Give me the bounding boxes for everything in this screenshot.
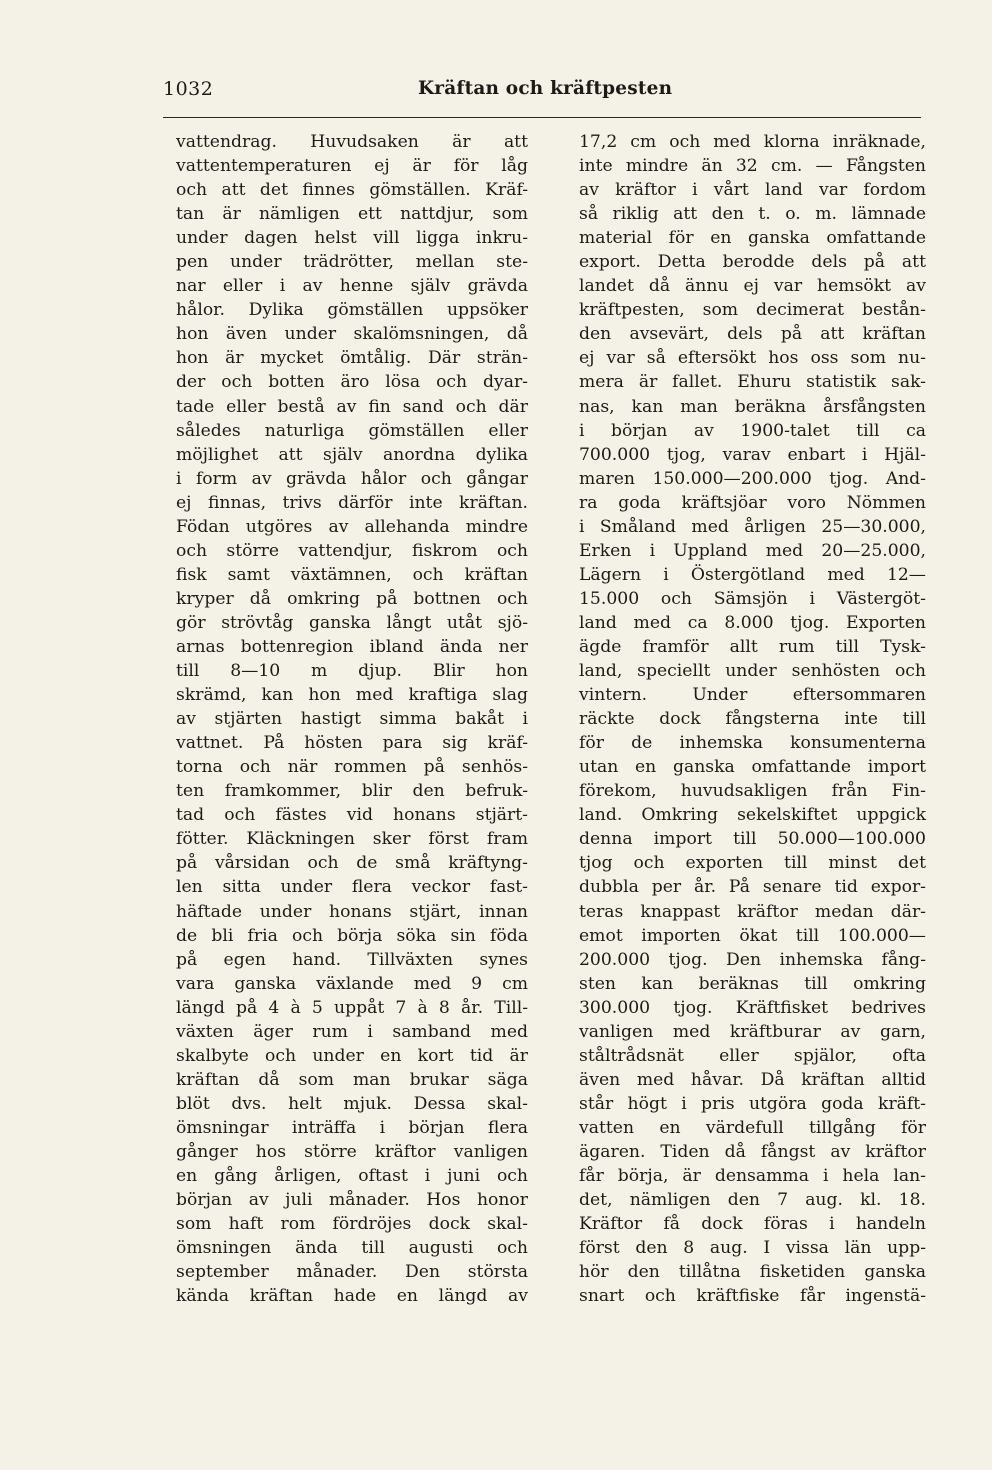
text-line: hör den tillåtna fisketiden ganska	[579, 1262, 926, 1283]
text-line: i Småland med årligen 25—30.000,	[579, 516, 926, 537]
text-line: skalbyte och under en kort tid är	[176, 1045, 528, 1066]
text-line: len sitta under flera veckor fast-	[176, 877, 528, 898]
text-line: ra goda kräftsjöar voro Nömmen	[579, 492, 926, 513]
text-line: Födan utgöres av allehanda mindre	[176, 516, 528, 537]
text-line: räckte dock fångsterna inte till	[579, 709, 926, 730]
text-line: vattnet. På hösten para sig kräf-	[176, 733, 528, 754]
text-line: 300.000 tjog. Kräftfisket bedrives	[579, 997, 926, 1018]
text-line: fisk samt växtämnen, och kräftan	[176, 564, 528, 585]
text-line: vattentemperaturen ej är för låg	[176, 156, 528, 177]
text-line: kräftpesten, som decimerat bestån-	[579, 300, 926, 321]
text-line: ömsningar inträffa i början flera	[176, 1117, 528, 1138]
text-line: vanligen med kräftburar av garn,	[579, 1021, 926, 1042]
text-line: blöt dvs. helt mjuk. Dessa skal-	[176, 1093, 528, 1114]
text-line: 15.000 och Sämsjön i Västergöt-	[579, 588, 926, 609]
text-line: av kräftor i vårt land var fordom	[579, 180, 926, 201]
text-line: vintern. Under eftersommaren	[579, 685, 926, 706]
text-line: som haft rom fördröjes dock skal-	[176, 1214, 528, 1235]
text-line: ej var så eftersökt hos oss som nu-	[579, 348, 926, 369]
text-line: vattendrag. Huvudsaken är att	[176, 132, 528, 152]
text-line: tade eller bestå av fin sand och där	[176, 396, 528, 417]
text-line: hon även under skalömsningen, då	[176, 324, 528, 345]
running-title: Kräftan och kräftpesten	[418, 78, 673, 99]
text-line: sten kan beräknas till omkring	[579, 973, 926, 994]
text-line: i början av 1900-talet till ca	[579, 420, 926, 441]
text-line: gör strövtåg ganska långt utåt sjö-	[176, 612, 528, 633]
text-line: snart och kräftfiske får ingenstä-	[579, 1286, 926, 1307]
text-line: Erken i Uppland med 20—25.000,	[579, 540, 926, 561]
text-line: en gång årligen, oftast i juni och	[176, 1166, 528, 1187]
left-text-column	[176, 130, 528, 1308]
text-line: 17,2 cm och med klorna inräknade,	[579, 132, 926, 152]
text-line: möjlighet att själv anordna dylika	[176, 444, 528, 465]
text-line: ståltrådsnät eller spjälor, ofta	[579, 1045, 926, 1066]
text-line: september månader. Den största	[176, 1262, 528, 1283]
text-line: av stjärten hastigt simma bakåt i	[176, 709, 528, 730]
text-line: i form av grävda hålor och gångar	[176, 468, 528, 489]
text-line: tjog och exporten till minst det	[579, 853, 926, 874]
text-line: den avsevärt, dels på att kräftan	[579, 324, 926, 345]
text-line: utan en ganska omfattande import	[579, 757, 926, 778]
text-line: kända kräftan hade en längd av	[176, 1286, 528, 1307]
text-line: fötter. Kläckningen sker först fram	[176, 829, 528, 850]
text-line: ägaren. Tiden då fångst av kräftor	[579, 1141, 926, 1162]
text-line: material för en ganska omfattande	[579, 228, 926, 249]
text-line: får börja, är densamma i hela lan-	[579, 1166, 926, 1187]
text-line: mera är fallet. Ehuru statistik sak-	[579, 372, 926, 393]
text-line: till 8—10 m djup. Blir hon	[176, 661, 528, 682]
text-line: på egen hand. Tillväxten synes	[176, 949, 528, 970]
page-number: 1032	[163, 78, 214, 100]
text-line: längd på 4 à 5 uppåt 7 à 8 år. Till-	[176, 997, 528, 1018]
text-line: det, nämligen den 7 aug. kl. 18.	[579, 1190, 926, 1211]
text-line: tad och fästes vid honans stjärt-	[176, 805, 528, 826]
page-header	[163, 78, 921, 108]
text-line: maren 150.000—200.000 tjog. And-	[579, 468, 926, 489]
right-text-column	[579, 130, 926, 1308]
text-line: land med ca 8.000 tjog. Exporten	[579, 612, 926, 633]
text-line: de bli fria och börja söka sin föda	[176, 925, 528, 946]
text-line: för de inhemska konsumenterna	[579, 733, 926, 754]
text-line: ten framkommer, blir den befruk-	[176, 781, 528, 802]
text-line: gånger hos större kräftor vanligen	[176, 1141, 528, 1162]
text-line: på vårsidan och de små kräftyng-	[176, 853, 528, 874]
text-line: häftade under honans stjärt, innan	[176, 901, 528, 922]
text-line: dubbla per år. På senare tid expor-	[579, 877, 926, 898]
text-line: nar eller i av henne själv grävda	[176, 276, 528, 297]
text-line: står högt i pris utgöra goda kräft-	[579, 1093, 926, 1114]
text-line: denna import till 50.000—100.000	[579, 829, 926, 850]
text-line: och större vattendjur, fiskrom och	[176, 540, 528, 561]
text-line: torna och när rommen på senhös-	[176, 757, 528, 778]
text-line: emot importen ökat till 100.000—	[579, 925, 926, 946]
text-line: kräftan då som man brukar säga	[176, 1069, 528, 1090]
text-line: vatten en värdefull tillgång för	[579, 1117, 926, 1138]
text-line: export. Detta berodde dels på att	[579, 252, 926, 273]
text-line: skrämd, kan hon med kraftiga slag	[176, 685, 528, 706]
text-line: teras knappast kräftor medan där-	[579, 901, 926, 922]
text-line: kryper då omkring på bottnen och	[176, 588, 528, 609]
text-line: växten äger rum i samband med	[176, 1021, 528, 1042]
text-line: Lägern i Östergötland med 12—	[579, 564, 926, 585]
text-line: så riklig att den t. o. m. lämnade	[579, 204, 926, 225]
text-line: pen under trädrötter, mellan ste-	[176, 252, 528, 273]
text-line: först den 8 aug. I vissa län upp-	[579, 1238, 926, 1259]
text-line: således naturliga gömställen eller	[176, 420, 528, 441]
header-rule	[163, 117, 921, 118]
text-line: förekom, huvudsakligen från Fin-	[579, 781, 926, 802]
text-line: även med håvar. Då kräftan alltid	[579, 1069, 926, 1090]
text-line: ägde framför allt rum till Tysk-	[579, 636, 926, 657]
text-line: der och botten äro lösa och dyar-	[176, 372, 528, 393]
text-line: ömsningen ända till augusti och	[176, 1238, 528, 1259]
text-line: ej finnas, trivs därför inte kräftan.	[176, 492, 528, 513]
text-line: tan är nämligen ett nattdjur, som	[176, 204, 528, 225]
text-line: under dagen helst vill ligga inkru-	[176, 228, 528, 249]
text-line: 200.000 tjog. Den inhemska fång-	[579, 949, 926, 970]
text-line: arnas bottenregion ibland ända ner	[176, 636, 528, 657]
text-line: början av juli månader. Hos honor	[176, 1190, 528, 1211]
text-line: land, speciellt under senhösten och	[579, 661, 926, 682]
text-line: inte mindre än 32 cm. — Fångsten	[579, 156, 926, 177]
text-line: land. Omkring sekelskiftet uppgick	[579, 805, 926, 826]
text-line: nas, kan man beräkna årsfångsten	[579, 396, 926, 417]
text-line: hålor. Dylika gömställen uppsöker	[176, 300, 528, 321]
text-line: hon är mycket ömtålig. Där strän-	[176, 348, 528, 369]
text-line: och att det finnes gömställen. Kräf-	[176, 180, 528, 201]
text-line: vara ganska växlande med 9 cm	[176, 973, 528, 994]
text-line: Kräftor få dock föras i handeln	[579, 1214, 926, 1235]
text-line: landet då ännu ej var hemsökt av	[579, 276, 926, 297]
text-line: 700.000 tjog, varav enbart i Hjäl-	[579, 444, 926, 465]
